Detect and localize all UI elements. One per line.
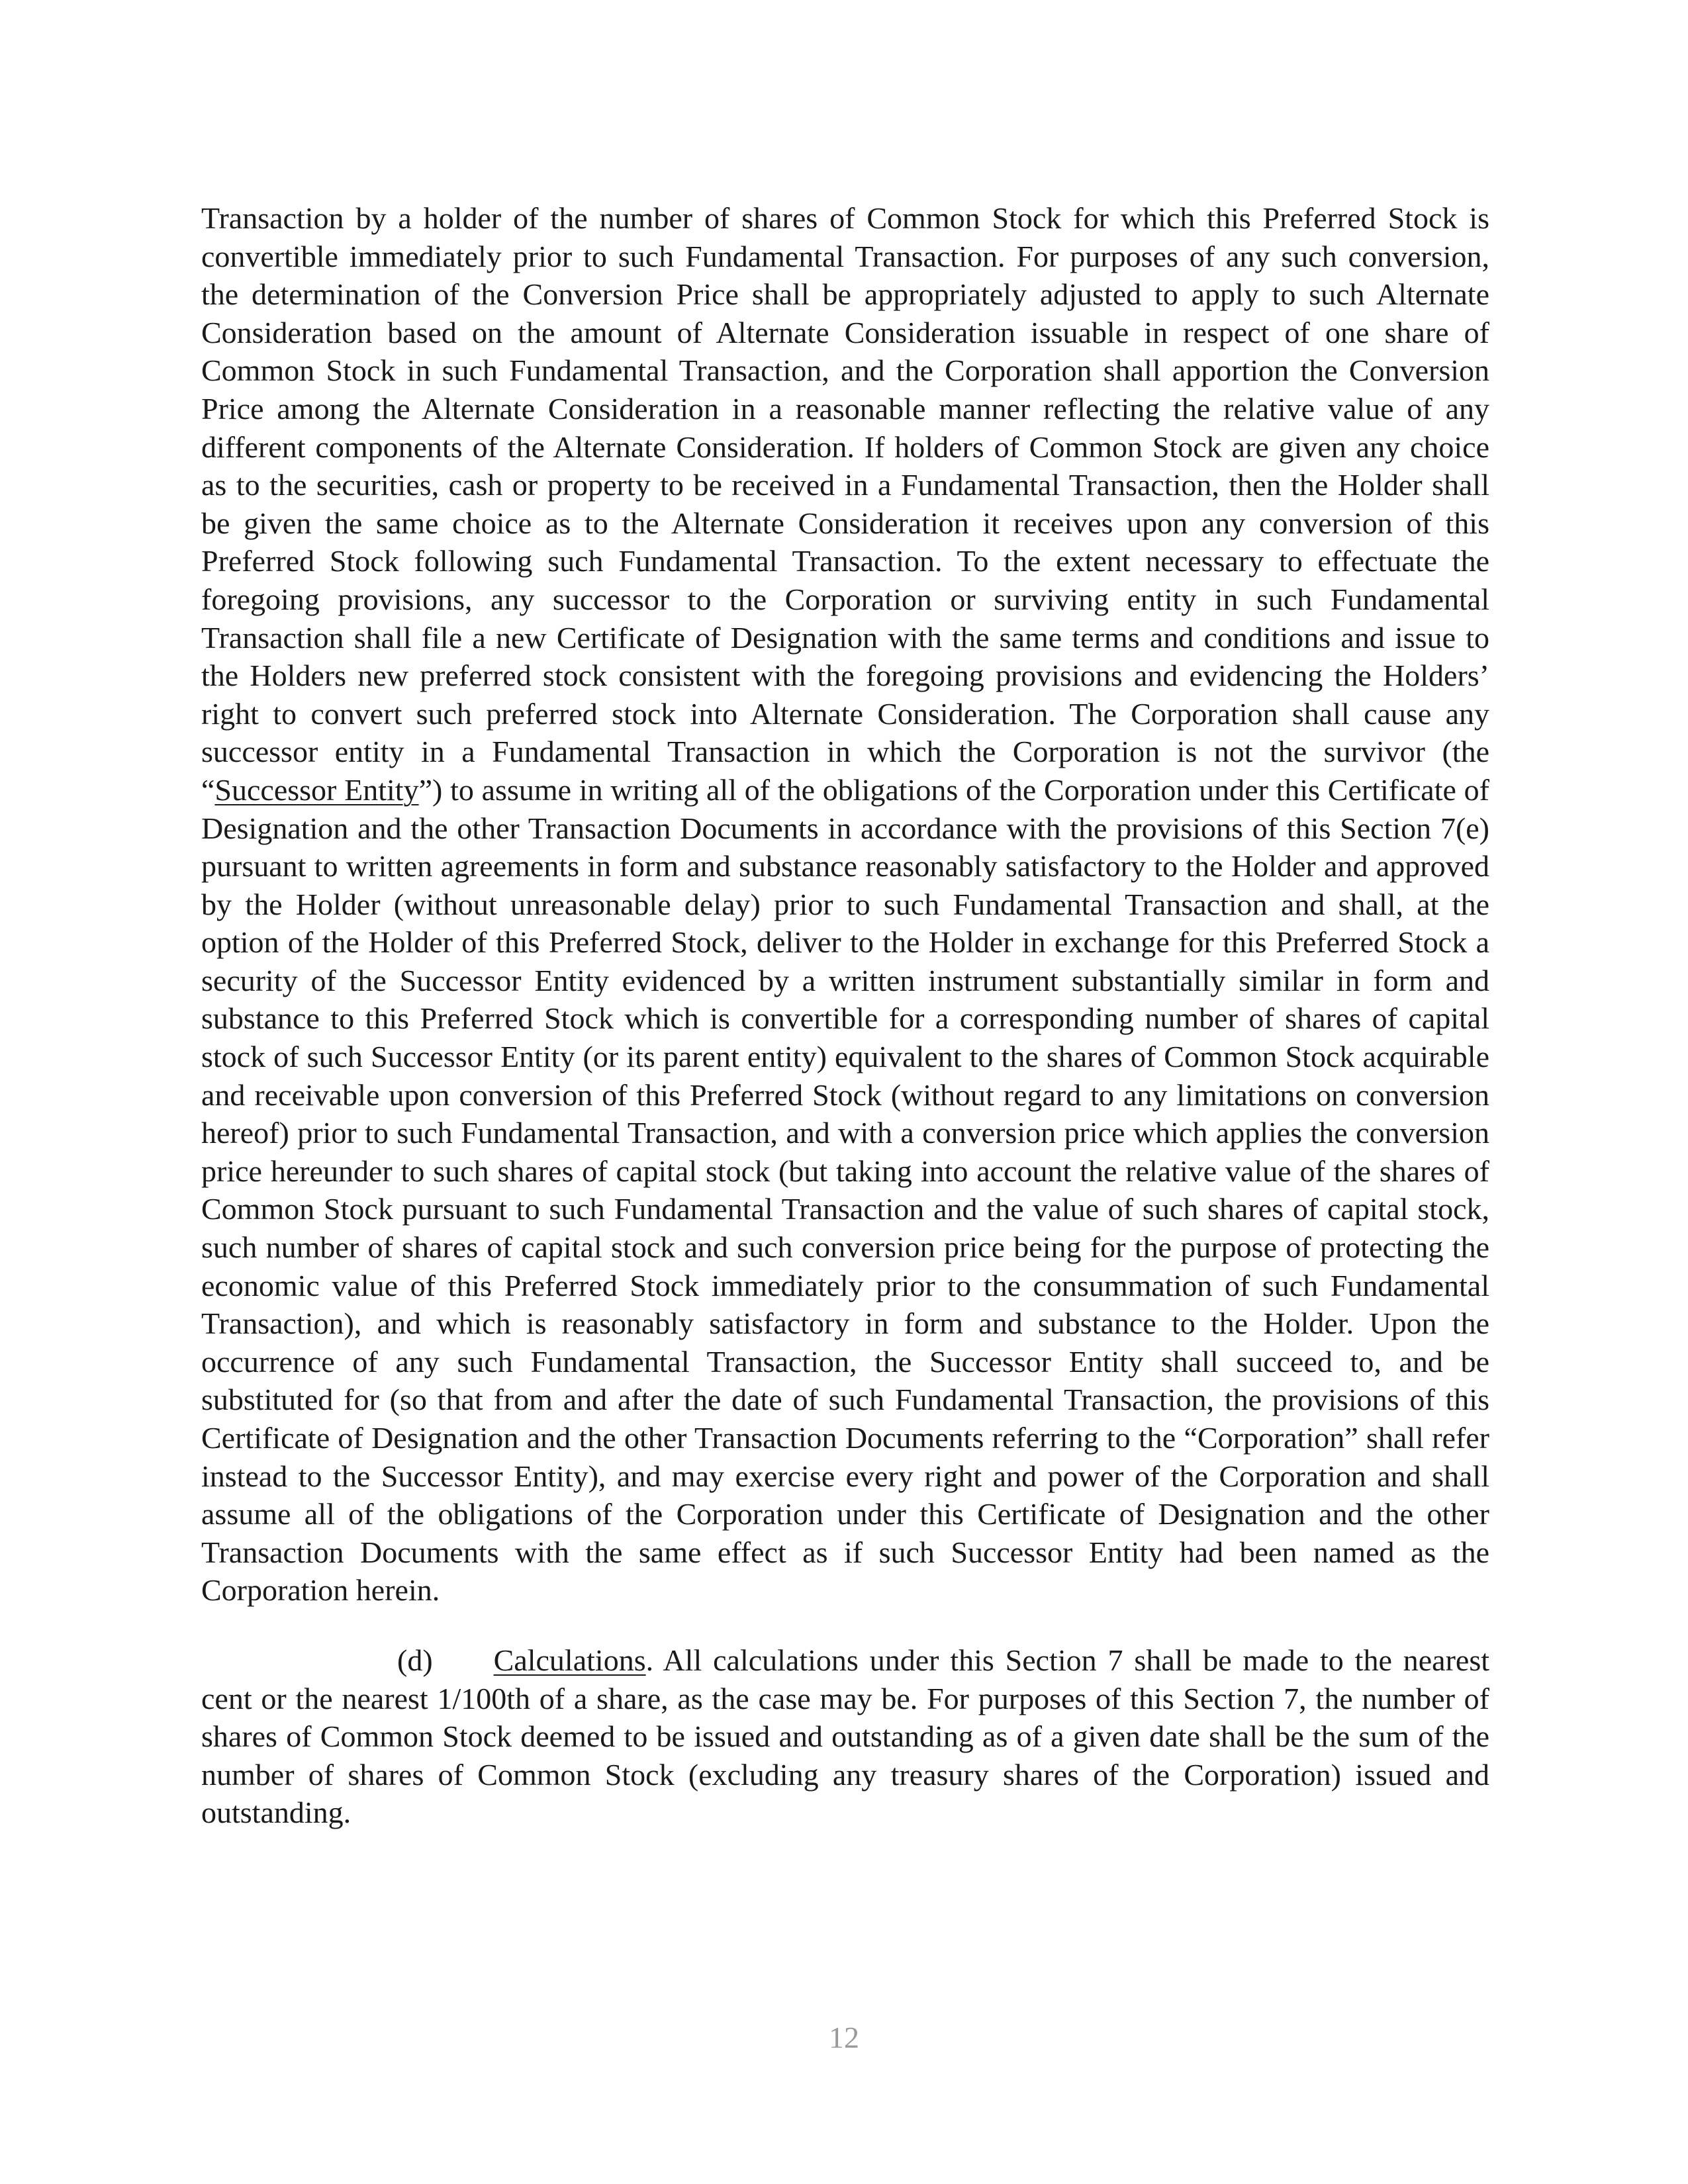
page-number: 12 bbox=[829, 2021, 859, 2054]
paragraph-text: Transaction by a holder of the number of shares of Common Stock for which this Preferred Stock is convertible immediately prior to such Fundamental Transaction. For purposes of any such conversion, the determination of the Conversion Price shall be appropriately adjusted to apply to such Alternate Consideration based on the amount of Alternate Consideration issuable in respect of one share of Common Stock in such Fundamental Transaction, and the Corporation shall apportion the Conversion Price among the Alternate Consideration in a reasonable manner reflecting the relative value of any different components of the Alternate Consideration. If holders of Common Stock are given any choice as to the securities, cash or property to be received in a Fundamental Transaction, then the Holder shall be given the same choice as to the Alternate Consideration it receives upon any conversion of this Preferred Stock following such Fundamental Transaction. To the extent necessary to effectuate the foregoing provisions, any successor to the Corporation or surviving entity in such Fundamental Transaction shall file a new Certificate of Designation with the same terms and conditions and issue to the Holders new preferred stock consistent with the foregoing provisions and evidencing the Holders’ right to convert such preferred stock into Alternate Consideration. The Corporation shall cause any successor entity in a Fundamental Transaction in which the Corporation is not the survivor (the “ bbox=[201, 201, 1489, 807]
paragraph-text-continued: ”) to assume in writing all of the obligations of the Corporation under this Certificate of Designation and the other Transaction Documents in accordance with the provisions of this Section 7(e) pursuant to written agreements in form and substance reasonably satisfactory to the Holder and approved by the Holder (without unreasonable delay) prior to such Fundamental Transaction and shall, at the option of the Holder of this Preferred Stock, deliver to the Holder in exchange for this Preferred Stock a security of the Successor Entity evidenced by a written instrument substantially similar in form and substance to this Preferred Stock which is convertible for a corresponding number of shares of capital stock of such Successor Entity (or its parent entity) equivalent to the shares of Common Stock acquirable and receivable upon conversion of this Preferred Stock (without regard to any limitations on conversion hereof) prior to such Fundamental Transaction, and with a conversion price which applies the conversion price hereunder to such shares of capital stock (but taking into account the relative value of the shares of Common Stock pursuant to such Fundamental Transaction and the value of such shares of capital stock, such number of shares of capital stock and such conversion price being for the purpose of protecting the economic value of this Preferred Stock immediately prior to the consummation of such Fundamental Transaction), and which is reasonably satisfactory in form and substance to the Holder. Upon the occurrence of any such Fundamental Transaction, the Successor Entity shall succeed to, and be substituted for (so that from and after the date of such Fundamental Transaction, the provisions of this Certificate of Designation and the other Transaction Documents referring to the “Corporation” shall refer instead to the Successor Entity), and may exercise every right and power of the Corporation and shall assume all of the obligations of the Corporation under this Certificate of Designation and the other Transaction Documents with the same effect as if such Successor Entity had been named as the Corporation herein. bbox=[201, 772, 1489, 1608]
section-marker: (d) bbox=[397, 1643, 433, 1677]
paragraph-fundamental-transaction bbox=[201, 199, 1489, 1610]
heading-period: . bbox=[645, 1643, 654, 1677]
calculations-text: All calculations under this Section 7 shall be made to the nearest cent or the nearest 1/100th of a share, as the case may be. For purposes of this Section 7, the number of shares of Common Stock deemed to be issued and outstanding as of a given date shall be the sum of the number of shares of Common Stock (excluding any treasury shares of the Corporation) issued and outstanding. bbox=[201, 1643, 1489, 1830]
document-body bbox=[201, 199, 1489, 1832]
paragraph-calculations bbox=[201, 1641, 1489, 1832]
section-heading: Calculations bbox=[493, 1643, 646, 1677]
defined-term-successor-entity: Successor Entity bbox=[214, 772, 419, 807]
